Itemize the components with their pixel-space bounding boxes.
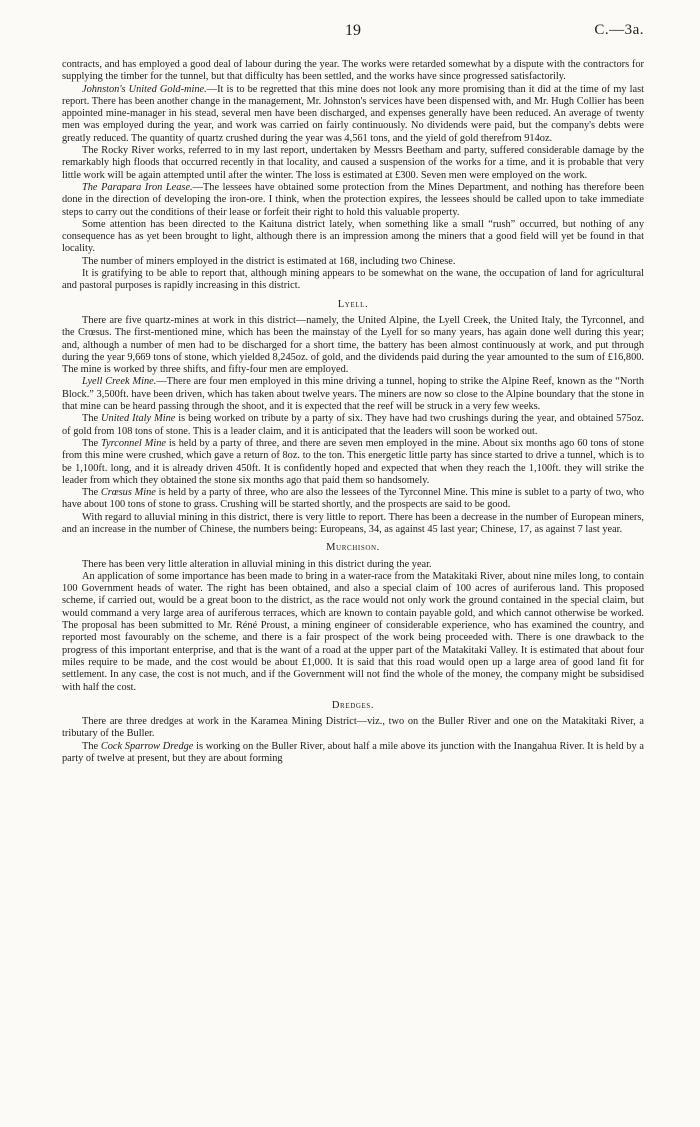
section-heading-lyell: Lyell. <box>337 298 369 310</box>
paragraph: The Parapara Iron Lease.—The lessees have obtained some protection from the Mines Department, and nothing has therefore been done in the direction of developing the iron-ore. I think, when the protection expires, the lessees should be called upon to take immediate steps to carry out the conditions of their lease or forfeit their right to hold this valuable property. <box>62 181 644 218</box>
paragraph: With regard to alluvial mining in this district, there is very little to report. There has been a decrease in the number of European miners, and an increase in the number of Chinese, the numbers being: Europeans, 34, as against 45 last year; Chinese, 17, as against 7 last year. <box>62 511 644 535</box>
document-body <box>62 59 644 765</box>
paragraph: There are three dredges at work in the Karamea Mining District—viz., two on the Buller River and one on the Matakitaki River, a tributary of the Buller. <box>62 716 644 740</box>
section-heading-dredges: Dredges. <box>331 699 375 711</box>
mine-name: Crœsus Mine <box>100 487 156 499</box>
section-heading-murchison: Murchison. <box>326 542 380 554</box>
paragraph: The number of miners employed in the district is estimated at 168, including two Chinese. <box>82 255 456 267</box>
paragraph: Some attention has been directed to the Kaituna district lately, when something like a small “rush” occurred, but nothing of any consequence has as yet been brought to light, although there is an impression among the miners that a good field will yet be found in that locality. <box>62 218 644 255</box>
paragraph: There has been very little alteration in alluvial mining in this district during the year. <box>82 558 432 570</box>
paragraph: Johnston's United Gold-mine.—It is to be regretted that this mine does not look any more promising than it did at the time of my last report. There has been another change in the management, Mr. Johnston's services have been dispensed with, and Mr. Hugh Collier has been appointed mine-manager in his stead, several men have been discharged, and expenses generally have been reduced. An average of twenty men was employed during the year, and work was carried on fairly continuously. No dividends were paid, but the company's debts were greatly reduced. The quantity of quartz crushed during the year was 4,561 tons, and the yield of gold therefrom 914oz. <box>62 83 644 144</box>
page-number: 19 <box>345 22 361 39</box>
paragraph: The Cock Sparrow Dredge is working on the Buller River, about half a mile above its junction with the Inangahua River. It is held by a party of twelve at present, but they are about forming <box>62 740 644 765</box>
mine-name: Tyrconnel Mine <box>101 437 166 449</box>
mine-name: Lyell Creek Mine. <box>82 376 157 388</box>
dredge-name: Cock Sparrow Dredge <box>100 740 194 752</box>
paragraph: It is gratifying to be able to report that, although mining appears to be somewhat on the wane, the occupation of land for agricultural and pastoral purposes is rapidly increasing in this district. <box>62 268 644 292</box>
lease-name: The Parapara Iron Lease. <box>82 181 193 193</box>
paragraph: The Crœsus Mine is held by a party of three, who are also the lessees of the Tyrconnel Mine. This mine is sublet to a party of two, who have about 100 tons of stone to grass. Crushing will be started shortly, and the prospects are said to be good. <box>62 487 645 511</box>
paragraph: Lyell Creek Mine.—There are four men employed in this mine driving a tunnel, hoping to strike the Alpine Reef, known as the “North Block.” 3,500ft. have been driven, which has taken about twelve years. The miners are now so close to the Alpine boundary that the stone in that mine can be heard passing through the shoot, and it is expected that the reef will be struck in a very few weeks. <box>62 376 644 413</box>
paragraph: There are five quartz-mines at work in this district—namely, the United Alpine, the Lyell Creek, the United Italy, the Tyrconnel, and the Crœsus. The first-mentioned mine, which has been the mainstay of the Lyell for so many years, has again done well during this year; and, although a number of men had to be discharged for a short time, the battery has been almost continuously at work, and put through during the year 9,669 tons of stone, which yielded 8,245oz. of gold, and the dividends paid during the year amounted to the sum of £16,800. The mine is worked by three shifts, and fifty-four men are employed. <box>62 314 644 376</box>
paragraph: The Rocky River works, referred to in my last report, undertaken by Messrs Beetham and party, suffered considerable damage by the remarkably high floods that occurred recently in that locality, and caused a suspension of the works for a time, and it is probable that very little work will be again attempted until after the winter. The loss is estimated at £300. Seven men were employed on the work. <box>62 145 644 181</box>
series-reference: C.—3a. <box>594 22 644 38</box>
paragraph: contracts, and has employed a good deal of labour during the year. The works were retarded somewhat by a dispute with the contractors for supplying the timber for the tunnel, but that difficulty has been settled, and the works have since progressed satisfactorily. <box>62 59 644 83</box>
mine-name: United Italy Mine <box>101 413 176 425</box>
mine-name: Johnston's United Gold-mine. <box>82 83 207 95</box>
paragraph: An application of some importance has been made to bring in a water-race from the Matakitaki River, about nine miles long, to contain 100 Government heads of water. The right has been obtained, and also a special claim of 100 acres of auriferous land. This proposed scheme, if carried out, would be a great boon to the district, as the race would not only work the ground contained in the special claim, but would command a very large area of auriferous terraces, which are known to contain payable gold, and which cannot otherwise be worked. The proposal has been submitted to Mr. Réné Proust, a mining engineer of considerable experience, who has examined the country, and reported most favourably on the scheme, and there is a fair prospect of the work being proceeded with. There is one drawback to the progress of this important enterprise, and that is the want of a road at the upper part of the Matakitaki Valley. It is estimated that about four miles require to be made, and the cost would be about £1,000. It is said that this road would open up a large area of good land fit for settlement. In any case, the cost is not much, and if the Government will not find the whole of the money, the company might be subsidised with half the cost. <box>62 570 644 693</box>
paragraph: The Tyrconnel Mine is held by a party of three, and there are seven men employed in the mine. About six months ago 60 tons of stone from this mine were crushed, which gave a return of 8oz. to the ton. This energetic little party has since started to drive a tunnel, which is to be 1,100ft. long, and it is already driven 450ft. It is confidently hoped and expected that when they reach the 1,100ft. they will strike the leader from which they obtained the stone six months ago that paid them so handsomely. <box>62 437 644 486</box>
page-header <box>62 22 644 46</box>
paragraph: The United Italy Mine is being worked on tribute by a party of six. They have had two crushings during the year, and obtained 575oz. of gold from 108 tons of stone. This is a leader claim, and it is anticipated that the leaders will soon be worked out. <box>62 413 644 437</box>
